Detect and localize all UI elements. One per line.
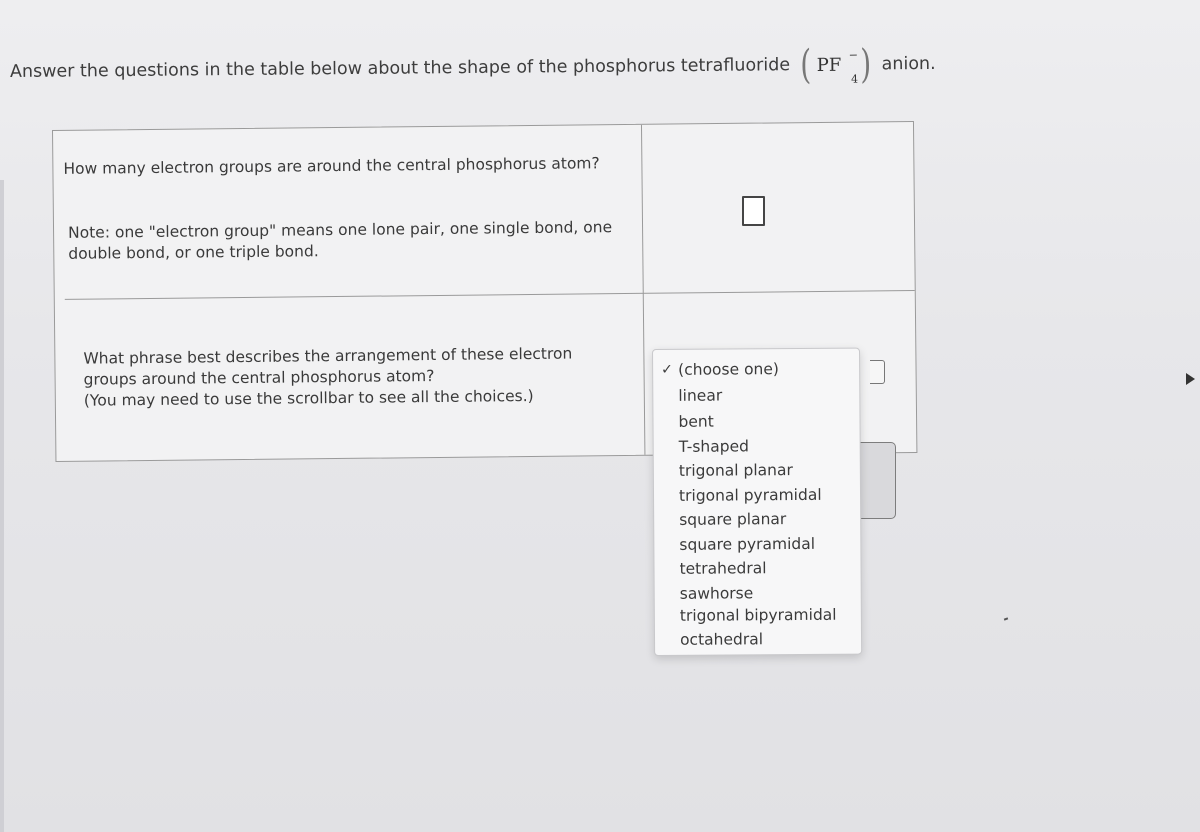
table-column-divider — [641, 125, 645, 455]
arrangement-select-edge[interactable] — [870, 360, 885, 384]
q2-hint-text: (You may need to use the scrollbar to see all the choices.) — [83, 386, 534, 410]
question-header — [10, 38, 1160, 96]
check-icon: ✓ — [661, 361, 673, 378]
q1-question-text: How many electron groups are around the central phosphorus atom? — [63, 154, 600, 178]
dropdown-option-octahedral[interactable]: octahedral — [679, 630, 764, 649]
dropdown-option-square-pyramidal[interactable]: square pyramidal — [679, 534, 816, 554]
dropdown-option-trigonal-bipyramidal[interactable]: trigonal bipyramidal — [679, 605, 837, 625]
formula-subscript: 4 — [851, 72, 859, 86]
dropdown-option-t-shaped[interactable]: T-shaped — [678, 437, 749, 456]
cursor-arrow-icon — [1186, 373, 1195, 385]
left-edge-strip — [0, 180, 4, 832]
q2-question-cell — [83, 343, 624, 412]
dropdown-option-sawhorse[interactable]: sawhorse — [679, 584, 754, 603]
formula-right-paren: ) — [860, 41, 872, 88]
dropdown-option-linear[interactable]: linear — [678, 386, 723, 405]
arrangement-dropdown-menu[interactable] — [652, 348, 862, 656]
formula-symbol: PF — [816, 54, 842, 76]
formula-charge: − — [848, 48, 858, 62]
q1-note-text: Note: one "electron group" means one lone pair, one single bond, one double bond, or one triple bond. — [67, 218, 613, 263]
header-suffix: anion. — [881, 53, 936, 75]
dropdown-option-tetrahedral[interactable]: tetrahedral — [679, 559, 767, 578]
dropdown-option-choose-one[interactable]: (choose one) — [678, 360, 780, 379]
electron-groups-answer-input[interactable] — [742, 196, 765, 226]
dropdown-option-trigonal-pyramidal[interactable]: trigonal pyramidal — [678, 485, 822, 505]
dropdown-option-trigonal-planar[interactable]: trigonal planar — [678, 461, 793, 480]
formula-pf4-anion — [798, 41, 874, 89]
dropdown-option-square-planar[interactable]: square planar — [679, 510, 787, 529]
dropdown-option-bent[interactable]: bent — [678, 412, 714, 431]
table-row-divider — [65, 290, 915, 300]
header-prefix: Answer the questions in the table below about the shape of the phosphorus tetrafluoride — [9, 55, 791, 82]
q2-question-text: What phrase best describes the arrangement of these electron groups around the central phosphorus atom? — [83, 344, 573, 389]
formula-left-paren: ( — [800, 42, 812, 89]
formula-core — [814, 48, 859, 86]
